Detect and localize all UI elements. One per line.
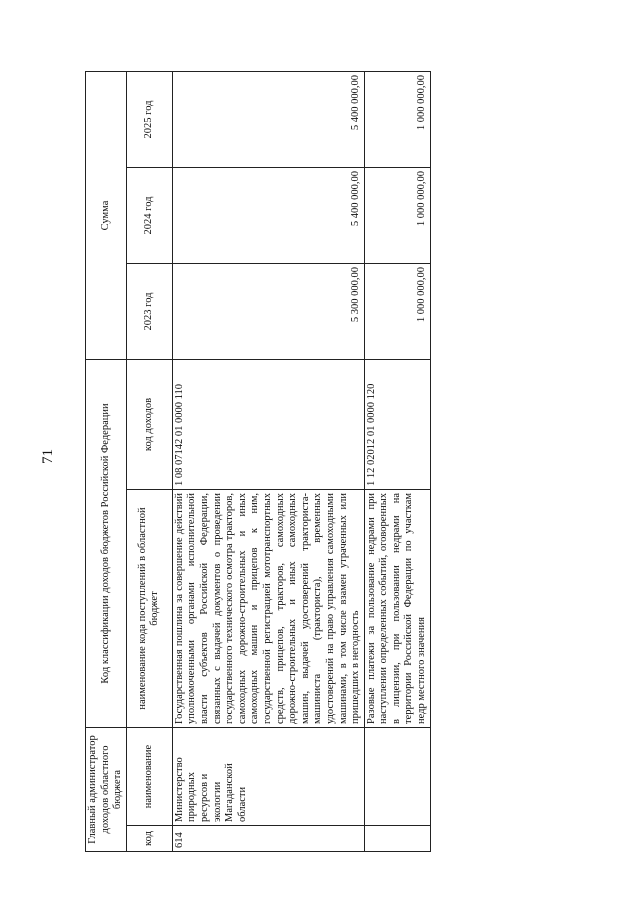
- revenue-name-header: наименование кода поступлений в областной бюджет: [126, 490, 172, 728]
- revenue-name-cell: Государственная пошлина за совершение действий уполномоченными органами исполнительной власти субъектов Российской Федерации, связанных с выдачей документов о проведении государственного технического осмотра тракторов, самоходных дорожно-строительных и иных самоходных машин и прицепов к ним, государственной регистрацией мототранспортных средств, прицепов, тракторов, самоходных дорожно-строительных и иных самоходных машин, выдачей удостоверений тракториста-машиниста (тракториста), временных удостоверений на право управления самоходными машинами, в том числе взамен утраченных или пришедших в негодность: [172, 490, 364, 728]
- admin-code-header: код: [126, 826, 172, 852]
- page-number: 71: [40, 449, 56, 464]
- admin-name-header: наименование: [126, 728, 172, 826]
- table-row: [364, 71, 430, 851]
- sum-group-header: Сумма: [86, 71, 127, 359]
- amount-2024-cell: 5 400 000,00: [172, 167, 364, 263]
- year-2025-header: 2025 год: [126, 71, 172, 167]
- revenue-code-header: код доходов: [126, 359, 172, 489]
- year-2023-header: 2023 год: [126, 263, 172, 359]
- amount-2023-cell: 1 000 000,00: [364, 263, 430, 359]
- admin-name-cell: Министерство природных ресурсов и экологии Магаданской области: [172, 728, 364, 826]
- classification-group-header: Код классификации доходов бюджетов Российской Федерации: [86, 359, 127, 727]
- admin-group-header: Главный администратор доходов областного бюджета: [86, 728, 127, 852]
- year-2024-header: 2024 год: [126, 167, 172, 263]
- amount-2024-cell: 1 000 000,00: [364, 167, 430, 263]
- revenue-table: [85, 71, 431, 852]
- admin-code-cell: [364, 826, 430, 852]
- revenue-code-cell: 1 12 02012 01 0000 120: [364, 359, 430, 489]
- rotated-table-wrapper: [85, 72, 555, 852]
- admin-name-cell: [364, 728, 430, 826]
- admin-code-cell: 614: [172, 826, 364, 852]
- amount-2025-cell: 5 400 000,00: [172, 71, 364, 167]
- amount-2025-cell: 1 000 000,00: [364, 71, 430, 167]
- revenue-name-cell: Разовые платежи за пользование недрами при наступлении определенных событий, оговоренных в лицензии, при пользовании недрами на территории Российской Федерации по участкам недр местного значения: [364, 490, 430, 728]
- revenue-code-cell: 1 08 07142 01 0000 110: [172, 359, 364, 489]
- amount-2023-cell: 5 300 000,00: [172, 263, 364, 359]
- table-row: [172, 71, 364, 851]
